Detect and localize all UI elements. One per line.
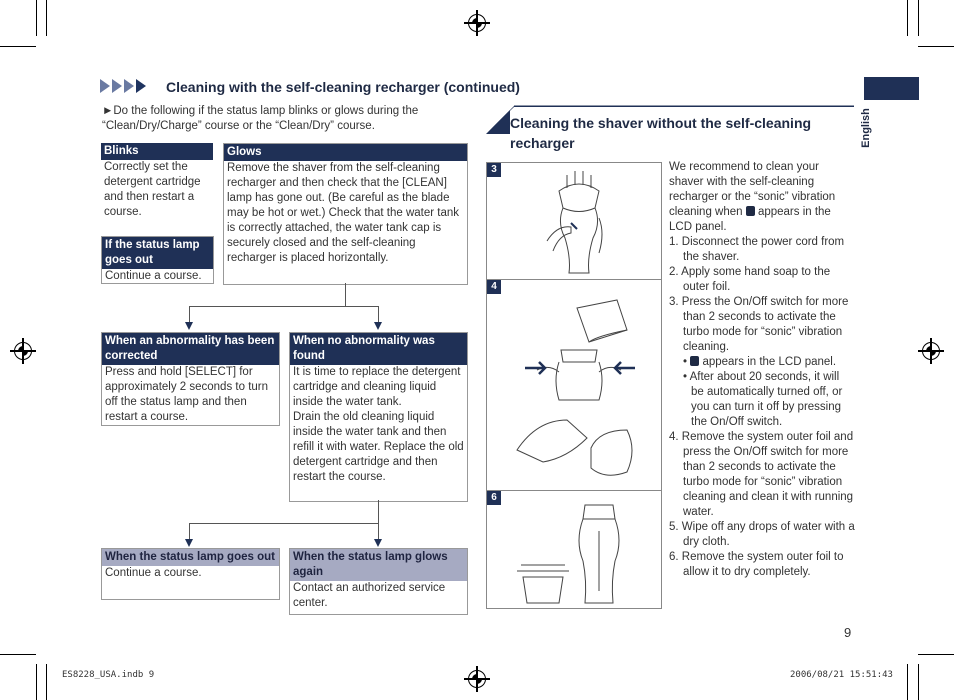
crop-mark: [46, 664, 47, 700]
page-title: Cleaning with the self-cleaning recharger (continued): [166, 79, 520, 95]
footer-filename: ES8228_USA.indb 9: [62, 670, 155, 680]
arrow-down-icon: [374, 539, 382, 547]
step-item: 1. Disconnect the power cord from the shaver.: [669, 236, 845, 263]
registration-mark-icon: [468, 14, 486, 32]
figure-step-3: [486, 162, 662, 281]
arrow-down-icon: [185, 539, 193, 547]
title-arrows-icon: [100, 79, 146, 93]
crop-mark: [918, 46, 954, 47]
registration-mark-icon: [468, 670, 486, 688]
step-item: 6. Remove the system outer foil to allow it to dry completely.: [669, 551, 844, 578]
page-number: 9: [844, 625, 852, 640]
registration-mark-icon: [922, 342, 940, 360]
crop-mark: [0, 46, 36, 47]
crop-mark: [36, 664, 37, 700]
connector-line: [189, 306, 378, 307]
crop-mark: [0, 654, 36, 655]
connector-line: [378, 523, 379, 540]
goes-out-title: When the status lamp goes out: [102, 549, 279, 566]
crop-mark: [907, 664, 908, 700]
goes-out-box: [101, 548, 280, 600]
crop-mark: [918, 664, 919, 700]
status-off-box: [101, 236, 214, 284]
shaver-illustration: [487, 280, 661, 491]
glows-again-body: Contact an authorized service center.: [293, 582, 446, 609]
connector-line: [189, 523, 190, 540]
registration-mark-icon: [14, 342, 32, 360]
figure-number: 6: [487, 491, 501, 505]
connector-line: [378, 500, 379, 524]
section-title: Cleaning the shaver without the self-cleaning recharger: [510, 115, 812, 151]
step-item: 4. Remove the system outer foil and press the On/Off switch for more than 2 seconds to activate the turbo mode for “sonic” vibration cleaning and clean it with running water.: [669, 431, 854, 518]
glows-body: Remove the shaver from the self-cleaning recharger and then check that the [CLEAN] lamp has gone out. (Be careful as the blade may be hot or wet.) Check that the water tank is correctly attached, the water tank cap is securely closed and the self-cleaning recharger is placed horizontally.: [227, 162, 460, 264]
figure-number: 4: [487, 280, 501, 294]
glows-title: Glows: [224, 144, 467, 161]
arrow-down-icon: [374, 322, 382, 330]
blinks-box: [101, 143, 213, 223]
connector-line: [189, 523, 378, 524]
glows-box: [223, 143, 468, 285]
goes-out-body: Continue a course.: [105, 567, 202, 579]
steps-intro: We recommend to clean your shaver with the self-cleaning recharger or the “sonic” vibration cleaning when appears in the LCD panel.: [669, 161, 836, 233]
shaver-illustration: [487, 491, 661, 608]
arrow-down-icon: [185, 322, 193, 330]
abnormality-corrected-body: Press and hold [SELECT] for approximately 2 seconds to turn off the status lamp and then restart a course.: [105, 366, 269, 423]
footer-timestamp: 2006/08/21 15:51:43: [790, 670, 893, 680]
language-tab: [864, 77, 919, 100]
status-off-title: If the status lamp goes out: [102, 237, 213, 269]
no-abnormality-box: [289, 332, 468, 502]
crop-mark: [36, 0, 37, 36]
glows-again-box: [289, 548, 468, 615]
shaver-illustration: [487, 163, 661, 280]
glows-again-title: When the status lamp glows again: [290, 549, 467, 581]
figure-step-4: [486, 279, 662, 492]
step-item: 3. Press the On/Off switch for more than 2 seconds to activate the turbo mode for “sonic” vibration cleaning.: [669, 296, 849, 353]
status-off-body: Continue a course.: [105, 270, 202, 282]
step-subitem: • appears in the LCD panel.: [683, 356, 837, 368]
blinks-body: Correctly set the detergent cartridge and then restart a course.: [104, 161, 201, 218]
lcd-indicator-icon: [690, 356, 699, 366]
step-item: 2. Apply some hand soap to the outer foil.: [669, 266, 831, 293]
crop-mark: [907, 0, 908, 36]
language-label: English: [859, 108, 872, 148]
figure-number: 3: [487, 163, 501, 177]
abnormality-corrected-title: When an abnormality has been corrected: [102, 333, 279, 365]
step-item: 5. Wipe off any drops of water with a dry cloth.: [669, 521, 855, 548]
crop-mark: [918, 0, 919, 36]
crop-mark: [918, 654, 954, 655]
no-abnormality-title: When no abnormality was found: [290, 333, 467, 365]
crop-mark: [46, 0, 47, 36]
intro-text: ►Do the following if the status lamp blinks or glows during the “Clean/Dry/Charge” course or the “Clean/Dry” course.: [102, 105, 419, 132]
blinks-title: Blinks: [101, 143, 213, 160]
no-abnormality-body: It is time to replace the detergent cartridge and cleaning liquid inside the water tank. Drain the old cleaning liquid inside the water tank and then refill it with water. Replace the old detergent cartridge and then restart the course.: [293, 366, 464, 483]
figure-step-6: [486, 490, 662, 609]
lcd-indicator-icon: [746, 206, 755, 216]
steps-list: [669, 160, 855, 580]
abnormality-corrected-box: [101, 332, 280, 426]
connector-line: [345, 283, 346, 307]
step-subitem: • After about 20 seconds, it will be automatically turned off, or you can turn it off by pressing the On/Off switch.: [683, 371, 843, 428]
